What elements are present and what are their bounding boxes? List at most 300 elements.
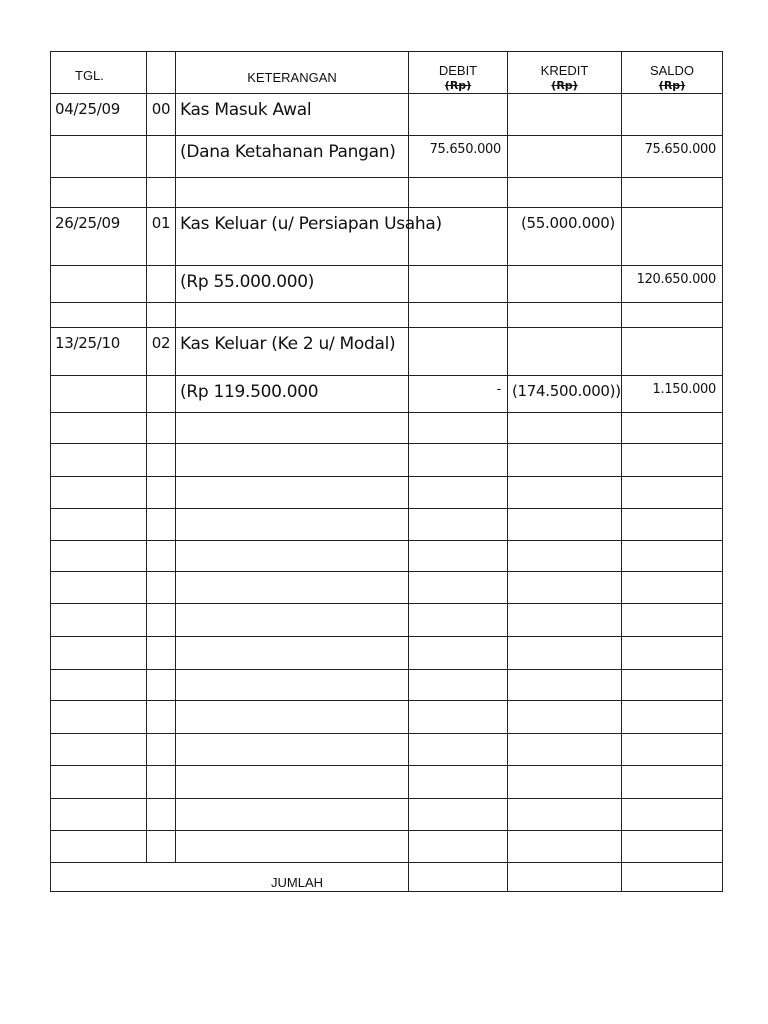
cell-tgl-text: [51, 509, 146, 515]
cell-no-text: [147, 303, 175, 309]
cell-no: [147, 303, 176, 328]
table-row: [51, 477, 723, 509]
table-row: [51, 413, 723, 444]
cell-no-text: [147, 831, 175, 837]
cell-debit: [409, 303, 508, 328]
cell-kredit: [508, 541, 622, 572]
cell-debit: [409, 94, 508, 136]
cell-tgl-text: [51, 701, 146, 707]
cell-saldo-text: 75.650.000: [644, 142, 716, 157]
cell-tgl-text: [51, 413, 146, 419]
cell-no: [147, 136, 176, 178]
table-row: [51, 303, 723, 328]
cell-debit: [409, 208, 508, 266]
cell-saldo: [622, 637, 723, 670]
cell-tgl: [51, 178, 147, 208]
cell-no-text: [147, 766, 175, 772]
cell-tgl-text: [51, 734, 146, 740]
cell-kredit: [508, 136, 622, 178]
footer-row: [51, 863, 723, 892]
header-kredit: [508, 52, 622, 94]
cell-keterangan: [176, 637, 409, 670]
cell-no-text: [147, 604, 175, 610]
cell-no: [147, 208, 176, 266]
cell-debit: [409, 604, 508, 637]
cell-saldo: [622, 831, 723, 863]
cell-saldo: [622, 541, 723, 572]
cell-tgl: [51, 94, 147, 136]
cell-debit-text: [409, 670, 507, 676]
cell-debit-text: [409, 509, 507, 515]
cell-debit-text: [409, 701, 507, 707]
table-row: [51, 766, 723, 799]
cell-saldo-text: [622, 701, 722, 707]
cell-kredit: [508, 831, 622, 863]
cell-tgl-text: [51, 477, 146, 483]
footer-label: JUMLAH: [271, 875, 324, 890]
cell-debit: [409, 266, 508, 303]
cell-kredit-text: [508, 94, 621, 100]
table-row: [51, 266, 723, 303]
cell-keterangan-text: [176, 701, 408, 707]
cell-keterangan-text: [176, 604, 408, 610]
table-row: [51, 734, 723, 766]
cell-debit-text: [409, 413, 507, 419]
cell-saldo-text: [622, 766, 722, 772]
cell-tgl: [51, 477, 147, 509]
cell-kredit: [508, 604, 622, 637]
table-row: [51, 444, 723, 477]
cell-debit-text: [409, 799, 507, 805]
table-row: [51, 328, 723, 376]
cell-kredit-text: [508, 734, 621, 740]
cell-tgl: [51, 208, 147, 266]
cell-debit-text: [409, 208, 507, 214]
cell-saldo-text: [622, 572, 722, 578]
cell-no-text: [147, 413, 175, 419]
cell-tgl-text: [51, 572, 146, 578]
cell-tgl-text: [51, 541, 146, 547]
cell-saldo-text: [622, 831, 722, 837]
cell-saldo: [622, 572, 723, 604]
cell-kredit-text: [508, 831, 621, 837]
footer-debit: [409, 863, 508, 892]
cell-keterangan-text: [176, 572, 408, 578]
table-row: [51, 541, 723, 572]
cell-saldo-text: [622, 541, 722, 547]
cell-kredit: [508, 178, 622, 208]
cell-kredit: [508, 766, 622, 799]
cell-tgl: [51, 136, 147, 178]
cell-kredit: [508, 444, 622, 477]
cell-keterangan-text: Kas Keluar (Ke 2 u/ Modal): [180, 334, 396, 354]
ledger-table: [50, 51, 723, 892]
cell-kredit: [508, 328, 622, 376]
cell-keterangan: [176, 572, 409, 604]
cell-saldo: [622, 701, 723, 734]
cell-saldo-text: [622, 509, 722, 515]
cell-no-text: [147, 266, 175, 272]
cell-keterangan: [176, 266, 409, 303]
cell-kredit-text: [508, 670, 621, 676]
cell-kredit-text: [508, 303, 621, 309]
footer-label-cell: [51, 863, 409, 892]
header-debit-label: DEBIT: [438, 63, 478, 78]
cell-tgl-text: [51, 444, 146, 450]
cell-keterangan: [176, 604, 409, 637]
cell-saldo: [622, 208, 723, 266]
cell-kredit: [508, 509, 622, 541]
cell-debit-text: [409, 477, 507, 483]
cell-keterangan-text: [176, 509, 408, 515]
cell-tgl-text: [51, 178, 146, 184]
table-row: [51, 208, 723, 266]
cell-tgl-text: 13/25/10: [55, 334, 120, 352]
cell-saldo: [622, 670, 723, 701]
cell-saldo-text: [622, 734, 722, 740]
cell-saldo-text: [622, 303, 722, 309]
cell-kredit: [508, 572, 622, 604]
cell-keterangan: [176, 670, 409, 701]
cell-keterangan-text: [176, 444, 408, 450]
cell-saldo-text: [622, 799, 722, 805]
header-saldo: [622, 52, 723, 94]
cell-tgl: [51, 376, 147, 413]
cell-debit-text: [409, 831, 507, 837]
table-row: [51, 637, 723, 670]
header-kredit-label: KREDIT: [540, 63, 589, 78]
cell-tgl-text: [51, 376, 146, 382]
cell-debit-text: -: [496, 382, 501, 397]
footer-kredit: [508, 863, 622, 892]
cell-keterangan: [176, 303, 409, 328]
cell-saldo-text: [622, 444, 722, 450]
table-row: [51, 670, 723, 701]
cell-debit: [409, 376, 508, 413]
cell-tgl-text: [51, 766, 146, 772]
cell-no-text: [147, 541, 175, 547]
header-saldo-unit: (Rp): [658, 79, 686, 92]
cell-tgl: [51, 604, 147, 637]
cell-kredit-text: [508, 509, 621, 515]
cell-tgl: [51, 670, 147, 701]
header-kredit-unit: (Rp): [551, 79, 578, 92]
cell-keterangan-text: Kas Keluar (u/ Persiapan Usaha): [180, 214, 442, 234]
cell-tgl-text: [51, 637, 146, 643]
cell-debit-text: [409, 766, 507, 772]
table-row: [51, 831, 723, 863]
cell-saldo: [622, 799, 723, 831]
cell-no: [147, 178, 176, 208]
cell-kredit: [508, 477, 622, 509]
cell-saldo-text: [622, 328, 722, 334]
cell-no-text: [147, 477, 175, 483]
cell-kredit-text: [508, 541, 621, 547]
cell-kredit-text: [508, 328, 621, 334]
cell-keterangan: [176, 413, 409, 444]
cell-no: [147, 734, 176, 766]
cell-no-text: 00: [151, 100, 171, 118]
cell-no: [147, 266, 176, 303]
cell-no-text: 01: [151, 214, 171, 232]
cell-debit-text: [409, 266, 507, 272]
cell-debit-text: [409, 94, 507, 100]
cell-no: [147, 604, 176, 637]
cell-tgl: [51, 766, 147, 799]
cell-saldo: [622, 178, 723, 208]
table-row: [51, 376, 723, 413]
cell-kredit: [508, 94, 622, 136]
cell-no: [147, 831, 176, 863]
cell-tgl: [51, 266, 147, 303]
cell-saldo-text: [622, 670, 722, 676]
cell-keterangan-text: [176, 413, 408, 419]
cell-debit-text: [409, 541, 507, 547]
cell-saldo: [622, 444, 723, 477]
cell-debit-text: [409, 734, 507, 740]
cell-saldo: [622, 266, 723, 303]
header-debit: [409, 52, 508, 94]
cell-no-text: [147, 734, 175, 740]
cell-no-text: [147, 509, 175, 515]
table-row: [51, 136, 723, 178]
cell-debit-text: [409, 637, 507, 643]
cell-saldo: [622, 734, 723, 766]
cell-keterangan: [176, 766, 409, 799]
cell-kredit-text: [508, 572, 621, 578]
cell-keterangan-text: [176, 477, 408, 483]
cell-kredit: [508, 266, 622, 303]
cell-debit: [409, 477, 508, 509]
cell-debit-text: [409, 328, 507, 334]
cell-debit: [409, 799, 508, 831]
footer-saldo: [622, 863, 723, 892]
cell-no-text: [147, 376, 175, 382]
cell-kredit-text: [508, 477, 621, 483]
cell-no: [147, 799, 176, 831]
cell-kredit-text: [508, 136, 621, 142]
cell-saldo: [622, 509, 723, 541]
cell-kredit-text: (174.500.000)): [512, 382, 621, 400]
header-row: [51, 52, 723, 94]
cell-keterangan: [176, 328, 409, 376]
cell-tgl: [51, 572, 147, 604]
table-row: [51, 509, 723, 541]
cell-tgl-text: [51, 604, 146, 610]
cell-no: [147, 509, 176, 541]
cell-debit-text: [409, 572, 507, 578]
cell-no: [147, 670, 176, 701]
cell-tgl: [51, 734, 147, 766]
cell-saldo-text: [622, 477, 722, 483]
cell-no-text: [147, 701, 175, 707]
cell-keterangan: [176, 831, 409, 863]
cell-keterangan: [176, 208, 442, 266]
cell-no-text: [147, 444, 175, 450]
cell-kredit: [508, 376, 622, 413]
cell-no: [147, 766, 176, 799]
cell-tgl-text: [51, 831, 146, 837]
cell-keterangan: [176, 136, 409, 178]
cell-keterangan: [176, 541, 409, 572]
cell-saldo: [622, 94, 723, 136]
table-row: [51, 701, 723, 734]
cell-no-text: [147, 637, 175, 643]
cell-debit: [409, 572, 508, 604]
cell-no-text: 02: [151, 334, 171, 352]
cell-no: [147, 413, 176, 444]
cell-saldo-text: [622, 208, 722, 214]
cell-keterangan-text: [176, 831, 408, 837]
cell-debit: [409, 328, 508, 376]
cell-saldo: [622, 766, 723, 799]
cell-tgl-text: [51, 266, 146, 272]
cell-no: [147, 328, 176, 376]
cell-kredit-text: [508, 799, 621, 805]
cell-kredit-text: [508, 701, 621, 707]
cell-keterangan: [176, 799, 409, 831]
cell-kredit-text: [508, 266, 621, 272]
cell-tgl-text: [51, 136, 146, 142]
cell-keterangan: [176, 94, 409, 136]
cell-debit: [409, 637, 508, 670]
cell-tgl: [51, 509, 147, 541]
cell-debit: [409, 766, 508, 799]
cell-kredit-text: [508, 766, 621, 772]
cell-kredit-text: [508, 178, 621, 184]
cell-keterangan: [176, 376, 409, 413]
header-keterangan: KETERANGAN: [176, 52, 409, 94]
cell-keterangan-text: Kas Masuk Awal: [180, 100, 312, 120]
cell-kredit-text: [508, 444, 621, 450]
table-row: [51, 604, 723, 637]
cell-keterangan-text: [176, 541, 408, 547]
cell-tgl-text: [51, 799, 146, 805]
table-row: [51, 572, 723, 604]
cell-keterangan: [176, 477, 409, 509]
cell-keterangan: [176, 178, 409, 208]
cell-no: [147, 701, 176, 734]
cell-keterangan-text: [176, 178, 408, 184]
cell-debit: [409, 178, 508, 208]
cell-saldo: [622, 303, 723, 328]
cell-no-text: [147, 178, 175, 184]
cell-no: [147, 572, 176, 604]
cell-debit-text: 75.650.000: [429, 142, 501, 157]
cell-debit: [409, 509, 508, 541]
cell-keterangan-text: (Rp 119.500.000: [180, 382, 319, 402]
cell-tgl: [51, 637, 147, 670]
cell-no: [147, 477, 176, 509]
cell-kredit: [508, 734, 622, 766]
cell-no: [147, 444, 176, 477]
cell-keterangan: [176, 509, 409, 541]
table-row: [51, 178, 723, 208]
cell-debit: [409, 701, 508, 734]
cell-saldo-text: [622, 178, 722, 184]
cell-no: [147, 637, 176, 670]
cell-no: [147, 376, 176, 413]
cell-kredit: [508, 208, 622, 266]
cell-keterangan: [176, 701, 409, 734]
cell-tgl: [51, 799, 147, 831]
cell-saldo: [622, 604, 723, 637]
header-no: [147, 52, 176, 94]
cell-keterangan: [176, 444, 409, 477]
cell-debit-text: [409, 604, 507, 610]
ledger-body: [51, 94, 723, 863]
cell-kredit: [508, 701, 622, 734]
cell-debit: [409, 734, 508, 766]
cell-kredit-text: (55.000.000): [521, 214, 615, 232]
table-row: [51, 94, 723, 136]
cell-saldo: [622, 136, 723, 178]
cell-keterangan-text: [176, 637, 408, 643]
cell-kredit-text: [508, 413, 621, 419]
cell-kredit: [508, 303, 622, 328]
cell-kredit-text: [508, 637, 621, 643]
cell-kredit: [508, 670, 622, 701]
cell-keterangan-text: [176, 766, 408, 772]
cell-kredit: [508, 637, 622, 670]
cell-saldo-text: [622, 94, 722, 100]
header-saldo-label: SALDO: [649, 63, 695, 78]
cell-tgl-text: 26/25/09: [55, 214, 120, 232]
cell-keterangan: [176, 734, 409, 766]
cell-kredit: [508, 413, 622, 444]
cell-kredit-text: [508, 604, 621, 610]
cell-debit: [409, 413, 508, 444]
cell-tgl: [51, 444, 147, 477]
cell-tgl-text: [51, 303, 146, 309]
cell-saldo-text: [622, 637, 722, 643]
cell-tgl-text: [51, 670, 146, 676]
cell-debit-text: [409, 303, 507, 309]
cell-no-text: [147, 799, 175, 805]
cell-tgl-text: 04/25/09: [55, 100, 120, 118]
cell-no: [147, 541, 176, 572]
cell-debit-text: [409, 178, 507, 184]
header-tgl: TGL.: [51, 52, 147, 94]
cell-saldo-text: 1.150.000: [652, 382, 716, 397]
cell-kredit: [508, 799, 622, 831]
cell-no: [147, 94, 176, 136]
cell-debit-text: [409, 444, 507, 450]
table-row: [51, 799, 723, 831]
cell-saldo: [622, 376, 723, 413]
header-debit-unit: (Rp): [444, 79, 472, 92]
cell-tgl: [51, 701, 147, 734]
cell-saldo-text: [622, 413, 722, 419]
cell-keterangan-text: [176, 799, 408, 805]
cell-no-text: [147, 136, 175, 142]
cell-saldo-text: 120.650.000: [636, 272, 716, 287]
cell-saldo: [622, 477, 723, 509]
cell-tgl: [51, 831, 147, 863]
cell-tgl: [51, 328, 147, 376]
cell-saldo: [622, 413, 723, 444]
cell-tgl: [51, 413, 147, 444]
cell-keterangan-text: [176, 734, 408, 740]
cell-debit: [409, 670, 508, 701]
cell-saldo: [622, 328, 723, 376]
cell-tgl: [51, 303, 147, 328]
cell-debit: [409, 444, 508, 477]
cell-debit: [409, 831, 508, 863]
cell-saldo-text: [622, 604, 722, 610]
cell-debit: [409, 541, 508, 572]
cell-keterangan-text: (Rp 55.000.000): [180, 272, 315, 292]
